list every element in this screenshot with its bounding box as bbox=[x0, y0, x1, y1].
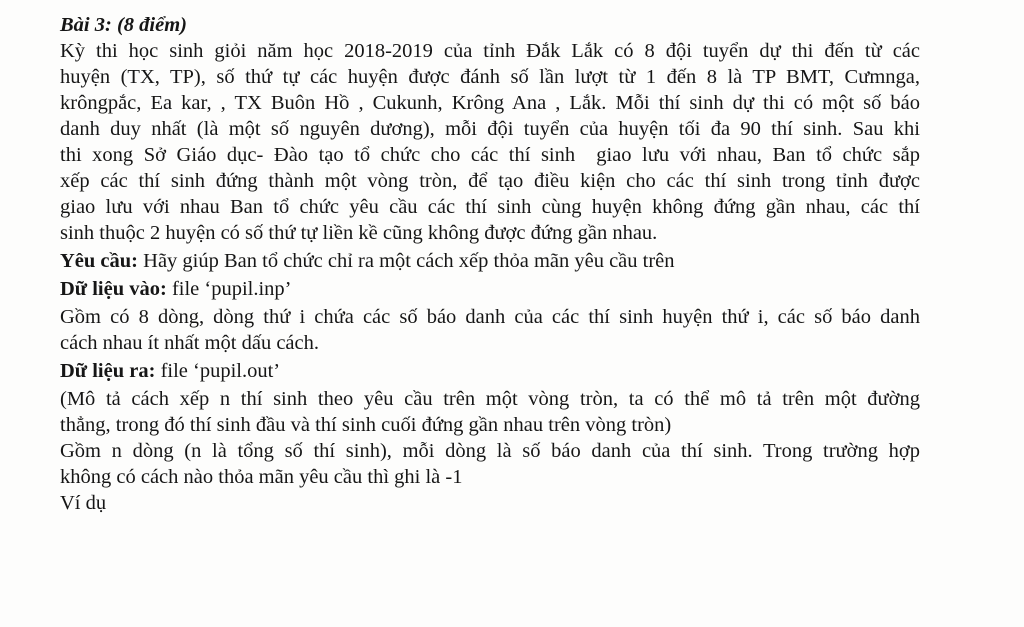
problem-title: Bài 3: (8 điểm) bbox=[60, 14, 187, 36]
description-line: giao lưu với nhau Ban tổ chức yêu cầu các thí sinh cùng huyện không đứng gần nhau, các thí bbox=[60, 196, 920, 218]
input-description-line: cách nhau ít nhất một dấu cách. bbox=[60, 332, 319, 354]
output-heading bbox=[60, 358, 920, 384]
output-label: Dữ liệu ra: bbox=[60, 360, 156, 382]
description-line: xếp các thí sinh đứng thành một vòng tròn, để tạo điều kiện cho các thí sinh trong tỉnh được bbox=[60, 170, 920, 192]
requirement-text: Hãy giúp Ban tổ chức chỉ ra một cách xếp thỏa mãn yêu cầu trên bbox=[138, 250, 675, 272]
description-line: huyện (TX, TP), số thứ tự các huyện được đánh số lần lượt từ 1 đến 8 là TP BMT, Cưmnga, bbox=[60, 66, 920, 88]
output-description-line: thẳng, trong đó thí sinh đầu và thí sinh cuối đứng gần nhau trên vòng tròn) bbox=[60, 414, 672, 436]
input-label: Dữ liệu vào: bbox=[60, 278, 167, 300]
description-line: sinh thuộc 2 huyện có số thứ tự liền kề cũng không được đứng gần nhau. bbox=[60, 222, 658, 244]
description-line: thi xong Sở Giáo dục- Đào tạo tổ chức cho các thí sinh giao lưu với nhau, Ban tổ chức sắp bbox=[60, 144, 920, 166]
output-description-line: Gồm n dòng (n là tổng số thí sinh), mỗi dòng là số báo danh của thí sinh. Trong trường hợp bbox=[60, 440, 920, 462]
input-description-line: Gồm có 8 dòng, dòng thứ i chứa các số báo danh của các thí sinh huyện thứ i, các số báo danh bbox=[60, 306, 920, 328]
input-file: file ‘pupil.inp’ bbox=[166, 278, 292, 300]
description-line: Kỳ thi học sinh giỏi năm học 2018-2019 của tỉnh Đắk Lắk có 8 đội tuyển dự thi đến từ các bbox=[60, 40, 920, 62]
output-description-line: không có cách nào thỏa mãn yêu cầu thì ghi là -1 bbox=[60, 466, 463, 488]
description-line: danh duy nhất (là một số nguyên dương), mỗi đội tuyển của huyện tối đa 90 thí sinh. Sau khi bbox=[60, 118, 920, 140]
requirement-label: Yêu cầu: bbox=[60, 250, 139, 272]
description-line: krôngpắc, Ea kar, , TX Buôn Hồ , Cukunh, Krông Ana , Lắk. Mỗi thí sinh dự thi có một số báo bbox=[60, 92, 920, 114]
output-description-line: (Mô tả cách xếp n thí sinh theo yêu cầu trên một vòng tròn, ta có thể mô tả trên một đường bbox=[60, 388, 920, 410]
requirement-line bbox=[60, 248, 920, 274]
example-label: Ví dụ bbox=[60, 492, 107, 514]
output-file: file ‘pupil.out’ bbox=[155, 360, 281, 382]
input-heading bbox=[60, 276, 920, 302]
